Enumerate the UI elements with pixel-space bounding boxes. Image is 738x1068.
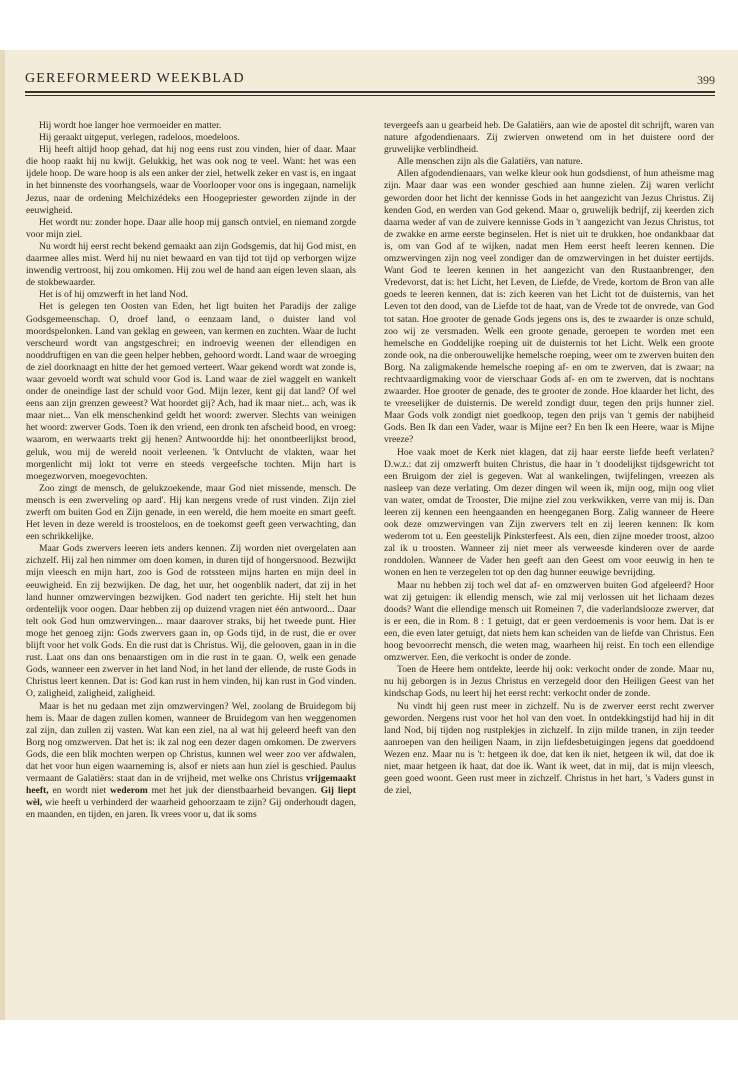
- paragraph: Het wordt nu: zonder hope. Daar alle hoop mij gansch ontviel, en niemand zorgde voor mijn ziel.: [26, 216, 356, 240]
- bold-text: Gij liept wèl,: [26, 785, 356, 809]
- binding-edge: [0, 50, 5, 1020]
- bold-text: wederom: [110, 785, 148, 797]
- paragraph: Toen de Heere hem ontdekte, leerde hij ook: verkocht onder de zonde. Maar nu, nu hij geborgen is in Jezus Christus en verzegeld door den Heiligen Geest van het kindschap Gods, nu leert hij het eerst recht: verkocht onder de zonde.: [384, 664, 714, 700]
- text-run: Maar is het nu gedaan met zijn omzwervingen? Wel, zoolang de Bruidegom bij hem is. Maar de dagen zullen komen, wanneer de Bruidegom van hen weggenomen zal zijn, dan zullen zij vasten. Wat kan een ziel, na al wat hij geleerd heeft van den Borg nog omzwerven. Dat het is: ik zal nog een dezer dagen omkomen. De zwervers Gods, die een blik mochten werpen op Christus, kunnen wel weer zoo ver afdwalen, dat het voor hun eigen waarneming is, alsof er niets aan hun ziel is geschied. Paulus vermaant de Galatiërs: staat dan in de vrijheid, met welke ons Christus: [26, 700, 356, 785]
- publication-title: GEREFORMEERD WEEKBLAD: [25, 71, 245, 86]
- text-run: wie heeft u verhinderd der waarheid gehoorzaam te zijn? Gij onderhoudt dagen, en maanden, en tijden, en jaren. Ik vrees voor u, dat ik soms: [26, 797, 356, 821]
- paragraph: tevergeefs aan u gearbeid heb. De Galatiërs, aan wie de apostel dit schrijft, waren van nature afgodendienaars. Zij zwierven onwetend om in het duistere oord der gruwelijke verblindheid.: [384, 120, 714, 156]
- paragraph: Hoe vaak moet de Kerk niet klagen, dat zij haar eerste liefde heeft verlaten? D.w.z.: dat zij omzwerft buiten Christus, die haar in 't doodelijkst tijdsgewricht tot een Bruigom der ziel is gegeven. Wat al wankelingen, twijfelingen, vreezen als nasleep van deze verlating. Om dezer dingen wil ween ik, mijn oog, mijn oog vliet van water, omdat de Trooster, Die mijne ziel zou verkwikken, verre van mij is. Dan leeren zij kennen een heengaanden en heengeganen Borg. Zalig wanneer de Heere ook deze omzwervingen van Zijn zwervers telt en zij leeren kennen: Ik kom wederom tot u. Een geestelijk Pinksterfeest. Als een, dien zijne moeder troost, alzoo zal ik u troosten. Wanneer zij niet meer als verweesde kinderen over de aarde ronddolen. Wanneer de Vader hen geeft aan den Geest om voor eeuwig in hen te wonen en hen te verzegelen tot op den dag hunner eeuwige bevrijding.: [384, 446, 714, 579]
- paragraph: Maar nu hebben zij toch wel dat af- en omzwerven buiten God afgeleerd? Hoor wat zij getuigen: ik ellendig mensch, wie zal mij verlossen uit het lichaam dezes doods? Want die ellendige mensch uit Romeinen 7, die vaderlandslooze zwerver, dat is er een, die in Rom. 8 : 1 getuigt, dat er geen verdoemenis is voor hem. Dat is er een, die even later getuigt, dat niets hem kan scheiden van de liefde van Christus. Een hoog bevoorrecht mensch, die weten mag, waarheen hij reist. En toch een ellendige omzwerver. Een, die verkocht is onder de zonde.: [384, 579, 714, 664]
- left-column: [26, 120, 356, 1012]
- paragraph: Hij wordt hoe langer hoe vermoeider en matter.: [39, 120, 222, 131]
- paragraph: [26, 701, 356, 822]
- paragraph: Hij geraakt uitgeput, verlegen, radeloos, moedeloos.: [39, 132, 240, 144]
- paragraph: Allen afgodendienaars, van welke kleur ook hun godsdienst, of hun atheïsme mag zijn. Maar daar was een wonder geschied aan hunne zielen. Zij waren verlicht geworden door het licht der kennisse Gods in het aangezicht van Jezus Christus. Zij kenden God, en werden van God gekend. Maar o, gruwelijk bedrijf, zij keerden zich daarna weder af van de zuivere kennisse Gods in 't aangezicht van Jezus Christus, tot de zwakke en arme eerste beginselen. Het is niet uit te drukken, hoe ondankbaar dat is, om van God af te wijken, nadat men Hem eerst heeft leeren kennen. Die omzwervingen zijn nog veel zondiger dan de omzwervingen in het duister eertijds. Want God te leeren kennen in het aangezicht van den Rustaanbrenger, den Vredevorst, dat is: het Licht, het Leven, de Liefde, de Vrede, kortom de Bron van alle goeds te leeren kennen, dat is: zich keeren van het Licht tot de duisternis, van het Leven tot den dood, van de Liefde tot de haat, van de Vrede tot de onvrede, van God tot satan. Hoe grooter de genade Gods jegens ons is, des te zwaarder is onze schuld, zoo wij ze versmaden. Welk een groote genade, geroepen te worden met een hemelsche en Goddelijke roeping uit de duisternis tot het Licht. Welk een groote zonde ook, na die onberouwelijke hemelsche roeping, weer om te zwerven buiten den Borg. Na zaligmakende hemelsche roeping af- en om te zwerven, dat is zwaar; na rechtvaardigmaking voor de vierschaar Gods af- en om te zwerven, dat is nochtans zwaarder. Hoe grooter de genade, des te grooter de zonde. Hoe klaarder het licht, des te vreeselijker de duisternis. De wereld zondigt duur, tegen den prijs hunner ziel. Maar Gods volk zondigt niet goedkoop, tegen den prijs van 't gemis der nabijheid Gods. Ben Ik dan een Vader, waar is Mijne eer? En ben Ik een Heere, waar is Mijne vreeze?: [384, 168, 714, 446]
- paragraph: Het is gelegen ten Oosten van Eden, het ligt buiten het Paradijs der zalige Godsgemeenschap. O, droef land, o eenzaam land, o duister land vol moordspelonken. Land van geklag en geween, van kermen en zuchten. Waar de lucht verscheurd wordt van angstgeschrei; en indroevig weenen der ellendigen en nooddruftigen en van die geen helper hebben, gehoord wordt. Land waar de wroeging de ziel doorknaagt en hitte der het gemoed verteert. Waar gekend wordt wat zonde is, waar gevoeld wordt wat schuld voor God is. Land waar de ziel waggelt en wankelt onder de oneindige last der schuld voor God. Mijn lezer, kent gij dat land? Of wel eens aan zijn grenzen geweest? Wat hoordet gij? Ach, had ik maar niet... ach, was ik maar niet... Van elk menschenkind geldt het woord: zwerver. Slechts van weinigen het woord: zwerver Gods. Toen ik den vriend, een dronk ten afscheid bood, en vroeg: waarom, en werwaarts trekt gij henen? Antwoordde hij: het onontbeerlijkst brood, geluk, wou mij de wereld nooit verleenen. 'k Ontvlucht de vlakten, waar het morgenlicht mij lokt tot verre en steeds vergeefsche tochten. Mijn hart is moegezworven, moegevochten.: [26, 301, 356, 482]
- text-run: met het juk der dienstbaarheid bevangen.: [147, 785, 321, 797]
- right-column: [384, 120, 714, 1012]
- paragraph: Hij heeft altijd hoop gehad, dat hij nog eens rust zou vinden, hier of daar. Maar die hoop raakt hij nu kwijt. Gelukkig, het was ook nog te veel. Want: het was een ijdele hoop. De ware hoop is als een anker der ziel, hetwelk zeker en vast is, en ingaat in het binnenste des voorhangsels, waar de Voorlooper voor ons is ingegaan, namelijk Jezus, naar de ordening Melchizédeks een Hoogepriester geworden zijnde in der eeuwigheid.: [26, 144, 356, 216]
- bold-text: vrijgemaakt heeft,: [26, 773, 356, 797]
- page-number: 399: [697, 73, 715, 87]
- paragraph: Alle menschen zijn als die Galatiërs, van nature.: [397, 156, 583, 168]
- running-header: [25, 71, 715, 91]
- text-run: en wordt niet: [48, 785, 111, 797]
- paragraph: Zoo zingt de mensch, de gelukzoekende, maar God niet missende, mensch. De mensch is een zwerveling op aard'. Hij kan nergens vrede of rust vinden. Zijn ziel zwerft om buiten God en Zijn genade, in een wereld, die hem moeite en smart geeft. Het leven in deze wereld is troosteloos, en de toekomst geeft geen verwachting, dan een schrikkelijke.: [26, 482, 356, 543]
- paragraph: Het is of hij omzwerft in het land Nod.: [39, 289, 188, 301]
- header-rule-thin: [25, 95, 715, 96]
- paragraph: Nu vindt hij geen rust meer in zichzelf. Nu is de zwerver eerst recht zwerver geworden. Nergens rust voor het hol van den voet. In ontdekkingstijd had hij in dit land Nod, bij tijden nog rustplekjes in zichzelf. In zijn milde tranen, in zijn teeder aanroepen van den heiligen Naam, in zijn liefdesbetuigingen jegens dat goeddoend Wezen enz. Maar nu is 't: hetgeen ik doe, dat ken ik niet, hetgeen ik wil, dat doe ik niet, maar hetgeen ik haat, dat doe ik. Want ik weet, dat in mij, dat is mijn vleesch, geen goed woont. Geen rust meer in zichzelf. Christus in het hart, 's Vaders gunst in de ziel,: [384, 700, 714, 797]
- paragraph: Nu wordt hij eerst recht bekend gemaakt aan zijn Godsgemis, dat hij God mist, en daarmee alles mist. Werd hij nu niet bewaard en van tijd tot tijd op verborgen wijze inwendig vertroost, hij zou omkomen. Hij zou wel de hand aan eigen leven slaan, als de stokbewaarder.: [26, 240, 356, 289]
- paragraph: Maar Gods zwervers leeren iets anders kennen. Zij worden niet overgelaten aan zichzelf. Hij zal hen nimmer om doen komen, in duren tijd of hongersnood. Bezwijkt mijn vleesch en mijn hart, zoo is God de rotssteen mijns harten en mijn deel in eeuwigheid. En zij bezwijken. De dag, het uur, het oogenblik nadert, dat zij in het land hunner omzwervingen bezwijken. God nadert ten gerichte. Hij stelt het hun ordentelijk voor oogen. Daar hebben zij op duizend vragen niet één antwoord... Daar telt ook God hun omzwervingen... maar daarover straks, bij het tweede punt. Hier moge het genoeg zijn: Gods zwervers gaan in, op Gods tijd, in de rust, die er over blijft voor het volk Gods. En die rust dat is Christus. Wij, die gelooven, gaan in in die rust. Laat ons dan ons benaarstigen om in die rust in te gaan. O, welk een genade Gods, wanneer een zwerver in het land Nod, in het land der ellende, de ruste Gods in Christus leert kennen. Dat is: God kan rust in hem vinden, hij kan rust in God vinden. O, zaligheid, zaligheid, zaligheid.: [26, 543, 356, 700]
- header-rule-thick: [25, 91, 715, 93]
